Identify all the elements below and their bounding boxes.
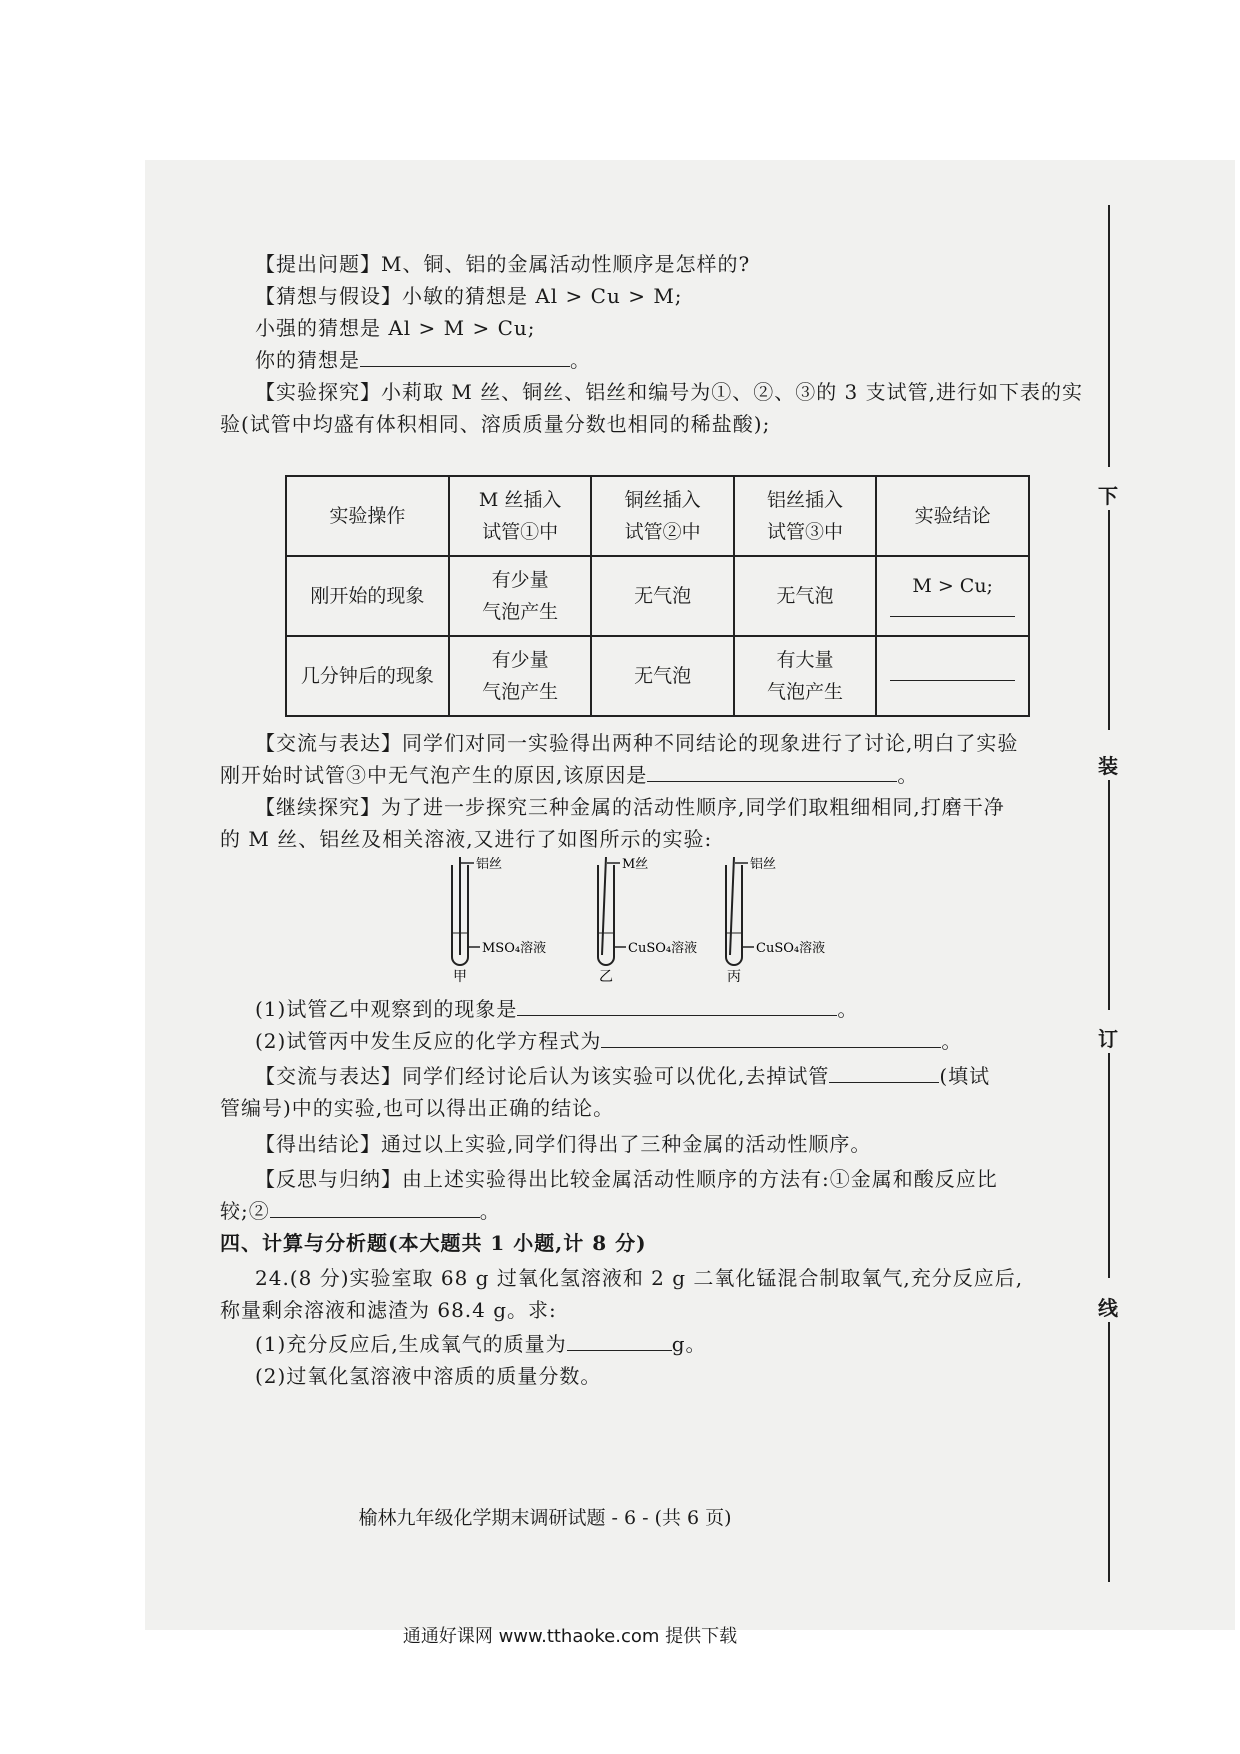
table-cell <box>591 476 733 556</box>
line-text: 你的猜想是 <box>255 348 360 372</box>
line-text: 【交流与表达】同学们经讨论后认为该实验可以优化,去掉试管 <box>255 1064 830 1088</box>
tube-jia <box>452 857 546 985</box>
binding-line <box>1108 1322 1110 1582</box>
text-line <box>255 1328 707 1357</box>
line-text: (填试 <box>939 1064 991 1088</box>
text-line <box>220 759 918 788</box>
table-cell <box>876 556 1029 636</box>
test-tube-figure <box>430 855 870 985</box>
answer-blank[interactable] <box>829 1064 939 1083</box>
table-row <box>286 556 1029 636</box>
solution-label: CuSO₄溶液 <box>628 941 698 956</box>
binding-label: 订 <box>1098 1027 1118 1051</box>
table-cell <box>591 636 733 716</box>
answer-blank[interactable] <box>890 672 1015 681</box>
binding-line <box>1108 510 1110 730</box>
line-text: (1)充分反应后,生成氧气的质量为 <box>255 1332 567 1356</box>
metal-wire <box>730 857 734 955</box>
table-cell <box>734 556 876 636</box>
cell-text: 气泡产生 <box>767 681 844 703</box>
text-line: 【交流与表达】同学们对同一实验得出两种不同结论的现象进行了讨论,明白了实验 <box>255 731 1019 755</box>
cell-text: 铝丝插入 <box>767 489 844 511</box>
answer-blank[interactable] <box>647 763 897 782</box>
text-line <box>220 1195 501 1224</box>
cell-text: 气泡产生 <box>482 601 559 623</box>
text-line: 【猜想与假设】小敏的猜想是 Al > Cu > M; <box>255 284 683 308</box>
table-cell <box>449 556 591 636</box>
tube-bing <box>726 857 825 985</box>
binding-label: 线 <box>1098 1296 1118 1320</box>
table-cell <box>286 556 449 636</box>
line-text: 。 <box>479 1199 501 1223</box>
text-line: 管编号)中的实验,也可以得出正确的结论。 <box>220 1096 615 1120</box>
line-text: 刚开始时试管③中无气泡产生的原因,该原因是 <box>220 763 648 787</box>
table-cell <box>876 476 1029 556</box>
line-text: 较;② <box>220 1199 270 1223</box>
cell-text: 有大量 <box>776 649 834 671</box>
table-header-row <box>286 476 1029 556</box>
text-line: 称量剩余溶液和滤渣为 68.4 g。求: <box>220 1298 557 1322</box>
tube-yi <box>598 857 697 985</box>
binding-line <box>1108 205 1110 467</box>
cell-text: M > Cu; <box>912 574 993 597</box>
text-line: 小强的猜想是 Al > M > Cu; <box>255 316 536 340</box>
binding-line <box>1108 780 1110 1010</box>
cell-text: 实验结论 <box>914 505 991 527</box>
table-row <box>286 636 1029 716</box>
answer-blank[interactable] <box>601 1029 941 1048</box>
cell-text: 实验操作 <box>329 505 406 527</box>
table-cell <box>734 476 876 556</box>
cell-text: 试管②中 <box>624 521 701 543</box>
cell-text: 无气泡 <box>776 585 834 607</box>
line-text: 。 <box>570 348 591 372</box>
table-cell <box>876 636 1029 716</box>
wire-label: 铝丝 <box>476 857 503 872</box>
text-line: 【提出问题】M、铜、铝的金属活动性顺序是怎样的? <box>255 252 751 276</box>
binding-label: 下 <box>1098 484 1118 508</box>
cell-text: 刚开始的现象 <box>310 585 425 607</box>
table-cell <box>286 476 449 556</box>
page-footer: 榆林九年级化学期末调研试题 - 6 - (共 6 页) <box>358 1507 732 1529</box>
text-line <box>255 993 858 1022</box>
text-line <box>255 1060 990 1089</box>
cell-text: 有少量 <box>491 569 549 591</box>
solution-label: CuSO₄溶液 <box>756 941 826 956</box>
text-line: 【实验探究】小莉取 M 丝、铜丝、铝丝和编号为①、②、③的 3 支试管,进行如下表的实 <box>255 380 1083 404</box>
cell-text: 铜丝插入 <box>624 489 701 511</box>
text-line: 【反思与归纳】由上述实验得出比较金属活动性顺序的方法有:①金属和酸反应比 <box>255 1167 998 1191</box>
table-cell <box>591 556 733 636</box>
cell-text: M 丝插入 <box>478 489 562 511</box>
table-cell <box>449 636 591 716</box>
tube-name: 甲 <box>453 969 467 985</box>
text-line: 验(试管中均盛有体积相同、溶质质量分数也相同的稀盐酸); <box>220 412 771 436</box>
answer-blank[interactable] <box>517 997 837 1016</box>
text-line <box>255 344 591 373</box>
cell-text: 有少量 <box>491 649 549 671</box>
text-line: (2)过氧化氢溶液中溶质的质量分数。 <box>255 1364 602 1388</box>
tube-name: 丙 <box>727 969 741 985</box>
metal-wire <box>602 857 606 955</box>
wire-label: M丝 <box>622 857 649 872</box>
text-line: 【继续探究】为了进一步探究三种金属的活动性顺序,同学们取粗细相同,打磨干净 <box>255 795 1005 819</box>
cell-text: 无气泡 <box>634 665 692 687</box>
table-cell <box>734 636 876 716</box>
line-text: 。 <box>837 997 859 1021</box>
line-text: 。 <box>941 1029 963 1053</box>
answer-blank[interactable] <box>890 608 1015 617</box>
cell-text: 试管③中 <box>767 521 844 543</box>
cell-text: 试管①中 <box>482 521 559 543</box>
cell-text: 气泡产生 <box>482 681 559 703</box>
cell-text: 几分钟后的现象 <box>300 665 434 687</box>
experiment-table <box>285 475 1030 717</box>
text-line <box>255 1025 962 1054</box>
binding-label: 装 <box>1098 754 1118 778</box>
source-footer: 通通好课网 www.tthaoke.com 提供下载 <box>402 1626 738 1647</box>
answer-blank[interactable] <box>567 1332 672 1351</box>
section-heading: 四、计算与分析题(本大题共 1 小题,计 8 分) <box>220 1231 647 1255</box>
wire-label: 铝丝 <box>750 857 777 872</box>
text-line: 24.(8 分)实验室取 68 g 过氧化氢溶液和 2 g 二氧化锰混合制取氧气,充分反应后, <box>255 1266 1024 1290</box>
answer-blank[interactable] <box>360 348 570 367</box>
table-cell <box>449 476 591 556</box>
solution-label: MSO₄溶液 <box>482 941 547 956</box>
cell-text: 无气泡 <box>634 585 692 607</box>
table-cell <box>286 636 449 716</box>
binding-line <box>1108 1053 1110 1278</box>
line-text: g。 <box>671 1332 707 1356</box>
line-text: (2)试管丙中发生反应的化学方程式为 <box>255 1029 602 1053</box>
tube-name: 乙 <box>599 969 613 985</box>
text-line: 的 M 丝、铝丝及相关溶液,又进行了如图所示的实验: <box>220 827 713 851</box>
text-line: 【得出结论】通过以上实验,同学们得出了三种金属的活动性顺序。 <box>255 1132 872 1156</box>
line-text: (1)试管乙中观察到的现象是 <box>255 997 518 1021</box>
line-text: 。 <box>897 763 919 787</box>
answer-blank[interactable] <box>270 1199 480 1218</box>
